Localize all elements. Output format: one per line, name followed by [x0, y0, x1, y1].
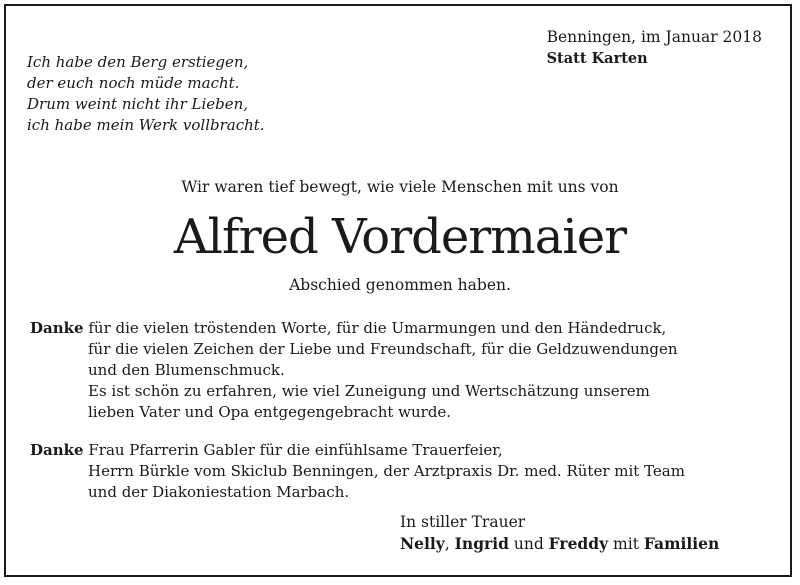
thanks-block-2 — [30, 440, 685, 503]
conjunction: mit — [608, 535, 644, 553]
poem — [27, 52, 265, 136]
deceased-name: Alfred Vordermaier — [173, 209, 627, 265]
mourner-name: Nelly — [400, 534, 445, 553]
intro-text: Wir waren tief bewegt, wie viele Menschen mit uns von — [181, 178, 619, 196]
place-date: Benningen, im Januar 2018 — [546, 28, 762, 46]
thanks-heading: Danke — [30, 441, 84, 459]
thanks-text: für die vielen tröstenden Worte, für die Umarmungen und den Händedruck, — [88, 319, 667, 337]
thanks-line: Herrn Bürkle vom Skiclub Benningen, der Arztpraxis Dr. med. Rüter mit Team — [88, 462, 685, 480]
thanks-line: und der Diakoniestation Marbach. — [88, 483, 350, 501]
thanks-text: Frau Pfarrerin Gabler für die einfühlsame Trauerfeier, — [88, 441, 503, 459]
thanks-first-line — [30, 440, 685, 461]
thanks-line: und den Blumenschmuck. — [88, 361, 285, 379]
poem-line: ich habe mein Werk vollbracht. — [27, 116, 265, 134]
thanks-line: lieben Vater und Opa entgegengebracht wurde. — [88, 403, 452, 421]
mourner-name: Ingrid — [454, 534, 509, 553]
closing-block — [400, 512, 719, 555]
thanks-line: für die vielen Zeichen der Liebe und Freundschaft, für die Geldzuwendungen — [88, 340, 678, 358]
closing-line: In stiller Trauer — [400, 513, 526, 531]
farewell-text: Abschied genommen haben. — [289, 276, 511, 294]
poem-line: der euch noch müde macht. — [27, 74, 240, 92]
poem-line: Drum weint nicht ihr Lieben, — [27, 95, 249, 113]
separator: , — [444, 535, 455, 553]
mourner-name: Freddy — [548, 534, 609, 553]
families-label: Familien — [643, 534, 720, 553]
thanks-line: Es ist schön zu erfahren, wie viel Zuneigung und Wertschätzung unserem — [88, 382, 650, 400]
thanks-block-1 — [30, 318, 678, 423]
place-date-block — [547, 27, 762, 69]
mourners-line — [400, 533, 719, 555]
thanks-heading: Danke — [30, 319, 84, 337]
poem-line: Ich habe den Berg erstiegen, — [27, 53, 249, 71]
statt-karten: Statt Karten — [546, 50, 648, 67]
conjunction: und — [508, 535, 549, 553]
thanks-first-line — [30, 318, 678, 339]
